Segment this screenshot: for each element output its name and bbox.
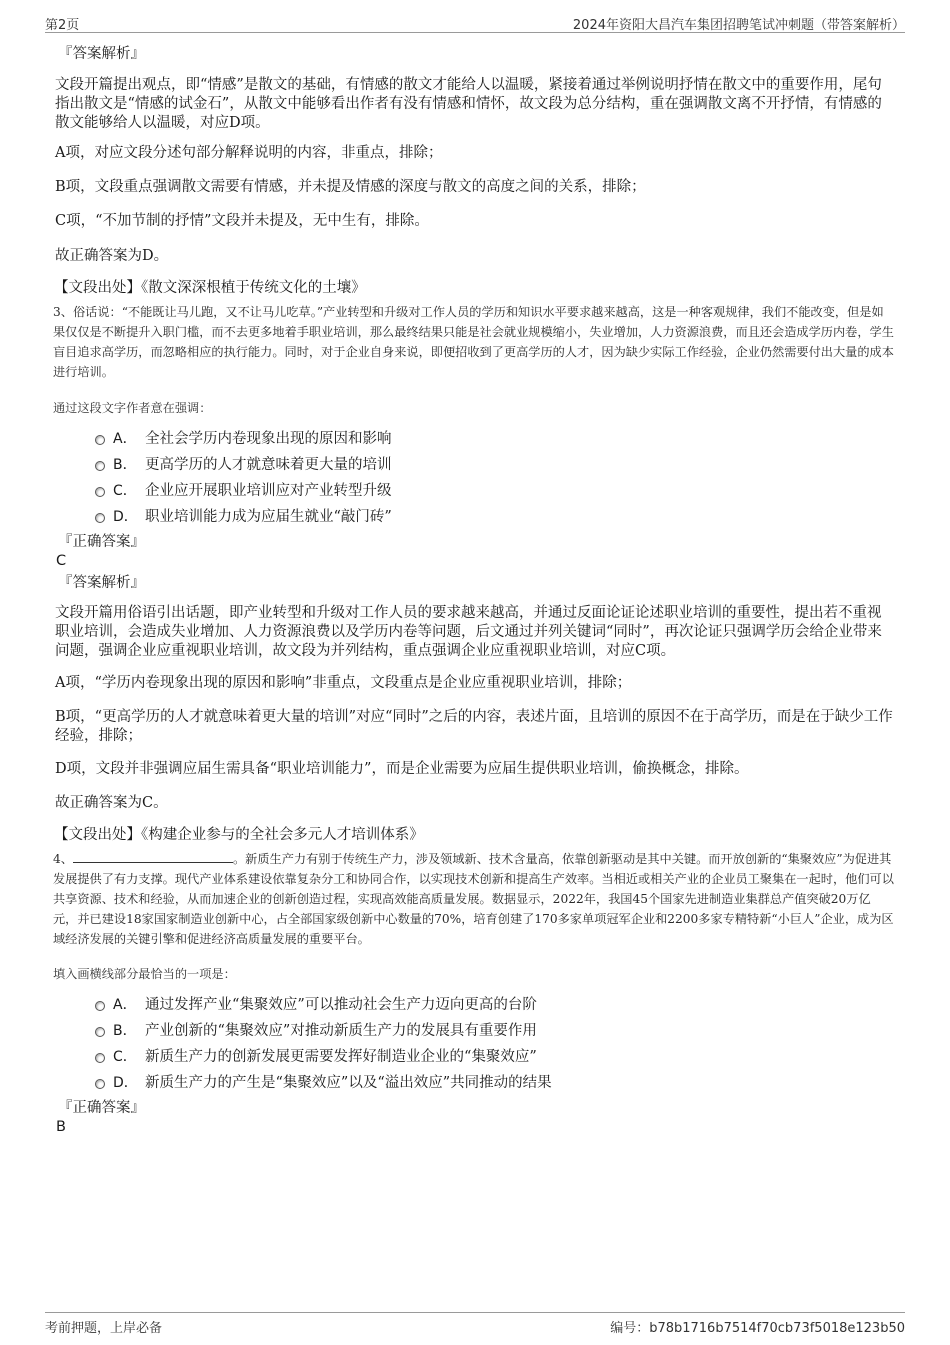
question-3-conclusion: 故正确答案为C。 bbox=[55, 795, 168, 811]
prev-analysis-text: 文段开篇提出观点，即“情感”是散文的基础，有情感的散文才能给人以温暖，紧接着通过举例说明抒情在散文中的重要作用，尾句指出散文是“情感的试金石”，从散文中能够看出作者有没有情感和情怀，故文段为总分结构，重在强调散文离不开抒情，有情感的散文能够给人以温暖，对应D项。 bbox=[55, 77, 882, 131]
page-number: 第2页 bbox=[45, 18, 80, 33]
fill-in-blank-line bbox=[73, 851, 233, 863]
question-3-option-b-analysis: B项，“更高学历的人才就意味着更大量的培训”对应“同时”之后的内容，表述片面，且培训的原因不在于高学历，而是在于缺少工作经验，排除； bbox=[55, 709, 893, 744]
question-3-option-d-analysis: D项，文段并非强调应届生需具备“职业培训能力”，而是企业需要为应届生提供职业培训，偷换概念，排除。 bbox=[55, 761, 749, 777]
radio-button[interactable] bbox=[95, 461, 105, 471]
question-4-option-d[interactable] bbox=[95, 1070, 895, 1096]
option-text: 企业应开展职业培训应对产业转型升级 bbox=[145, 483, 392, 499]
question-4-stem bbox=[53, 849, 895, 949]
option-text: 更高学历的人才就意味着更大量的培训 bbox=[145, 457, 392, 473]
option-letter: D． bbox=[113, 1075, 138, 1091]
document-title: 2024年资阳大昌汽车集团招聘笔试冲刺题（带答案解析） bbox=[572, 18, 905, 33]
question-4-option-b[interactable] bbox=[95, 1018, 895, 1044]
option-letter: A． bbox=[113, 431, 137, 447]
radio-button[interactable] bbox=[95, 513, 105, 523]
prev-conclusion: 故正确答案为D。 bbox=[55, 248, 169, 264]
option-letter: C． bbox=[113, 483, 137, 499]
page-header bbox=[45, 12, 905, 33]
question-3-prompt: 通过这段文字作者意在强调： bbox=[53, 401, 212, 415]
prev-source: 【文段出处】《散文深深根植于传统文化的土壤》 bbox=[54, 280, 366, 296]
prev-option-b-analysis: B项，文段重点强调散文需要有情感，并未提及情感的深度与散文的高度之间的关系，排除； bbox=[55, 179, 646, 195]
prev-option-c-analysis: C项，“不加节制的抒情”文段并未提及，无中生有，排除。 bbox=[55, 213, 429, 229]
question-3-option-b[interactable] bbox=[95, 452, 895, 478]
radio-button[interactable] bbox=[95, 1027, 105, 1037]
question-3-answer: C bbox=[56, 553, 67, 569]
question-4-prompt: 填入画横线部分最恰当的一项是： bbox=[53, 967, 236, 981]
footer-slogan: 考前押题，上岸必备 bbox=[45, 1321, 163, 1336]
page-content bbox=[55, 44, 895, 1137]
radio-button[interactable] bbox=[95, 1079, 105, 1089]
option-letter: A． bbox=[113, 997, 137, 1013]
question-3-options bbox=[55, 426, 895, 530]
document-id: 编号：b78b1716b7514f70cb73f5018e123b50 bbox=[610, 1321, 905, 1336]
question-4-text: 。新质生产力有别于传统生产力，涉及领域新、技术含量高，依靠创新驱动是其中关键。而开放创新的“集聚效应”为促进其发展提供了有力支撑。现代产业体系建设依靠复杂分工和协同合作，以实现技术创新和提高生产效率。当相近或相关产业的企业员工聚集在一起时，他们可以共享资源、技术和经验，从而加速企业的创新创造过程，实现高效能高质量发展。数据显示，2022年，我国45个国家先进制造业集群总产值突破20万亿元，并已建设18家国家制造业创新中心，占全部国家级创新中心数量的70%，培育创建了170多家单项冠军企业和2200多家专精特新“小巨人”企业，成为区域经济发展的关键引擎和促进经济高质量发展的重要平台。 bbox=[53, 852, 894, 946]
option-letter: C． bbox=[113, 1049, 137, 1065]
question-4-answer-label: 『正确答案』 bbox=[58, 1100, 145, 1116]
option-text: 通过发挥产业“集聚效应”可以推动社会生产力迈向更高的台阶 bbox=[145, 997, 537, 1013]
radio-button[interactable] bbox=[95, 435, 105, 445]
question-3-answer-label: 『正确答案』 bbox=[58, 534, 145, 550]
question-4-answer: B bbox=[56, 1119, 66, 1135]
option-letter: D． bbox=[113, 509, 138, 525]
question-4-option-c[interactable] bbox=[95, 1044, 895, 1070]
question-4-options bbox=[55, 992, 895, 1096]
option-letter: B． bbox=[113, 1023, 137, 1039]
option-text: 新质生产力的创新发展更需要发挥好制造业企业的“集聚效应” bbox=[145, 1049, 537, 1065]
radio-button[interactable] bbox=[95, 1053, 105, 1063]
option-text: 全社会学历内卷现象出现的原因和影响 bbox=[145, 431, 392, 447]
prev-analysis-label: 『答案解析』 bbox=[58, 46, 145, 62]
option-text: 产业创新的“集聚效应”对推动新质生产力的发展具有重要作用 bbox=[145, 1023, 537, 1039]
option-text: 新质生产力的产生是“集聚效应”以及“溢出效应”共同推动的结果 bbox=[145, 1075, 552, 1091]
radio-button[interactable] bbox=[95, 487, 105, 497]
question-3-option-a-analysis: A项，“学历内卷现象出现的原因和影响”非重点，文段重点是企业应重视职业培训，排除； bbox=[55, 675, 632, 691]
question-3-option-d[interactable] bbox=[95, 504, 895, 530]
option-text: 职业培训能力成为应届生就业“敲门砖” bbox=[145, 509, 392, 525]
page-footer bbox=[45, 1312, 905, 1335]
radio-button[interactable] bbox=[95, 1001, 105, 1011]
option-letter: B． bbox=[113, 457, 137, 473]
question-3-option-c[interactable] bbox=[95, 478, 895, 504]
question-4-number: 4、 bbox=[53, 852, 73, 866]
question-3-source: 【文段出处】《构建企业参与的全社会多元人才培训体系》 bbox=[54, 827, 424, 843]
question-3-option-a[interactable] bbox=[95, 426, 895, 452]
question-4-option-a[interactable] bbox=[95, 992, 895, 1018]
question-3-analysis-text: 文段开篇用俗语引出话题，即产业转型和升级对工作人员的要求越来越高，并通过反面论证论述职业培训的重要性，提出若不重视职业培训，会造成失业增加、人力资源浪费以及学历内卷等问题，后文通过并列关键词“同时”，再次论证只强调学历会给企业带来问题，强调企业应重视职业培训，故文段为并列结构，重点强调企业应重视职业培训，对应C项。 bbox=[55, 605, 882, 659]
prev-option-a-analysis: A项，对应文段分述句部分解释说明的内容，非重点，排除； bbox=[55, 145, 443, 161]
question-3-analysis-label: 『答案解析』 bbox=[58, 575, 145, 591]
question-3-stem: 3、俗话说：“不能既让马儿跑，又不让马儿吃草。”产业转型和升级对工作人员的学历和知识水平要求越来越高，这是一种客观规律，我们不能改变，但是如果仅仅是不断提升入职门槛，而不去更多地着手职业培训，那么最终结果只能是社会就业规模缩小，失业增加，人力资源浪费，而且还会造成学历内卷，学生盲目追求高学历，而忽略相应的执行能力。同时，对于企业自身来说，即便招收到了更高学历的人才，因为缺少实际工作经验，企业仍然需要付出大量的成本进行培训。 bbox=[53, 305, 894, 379]
